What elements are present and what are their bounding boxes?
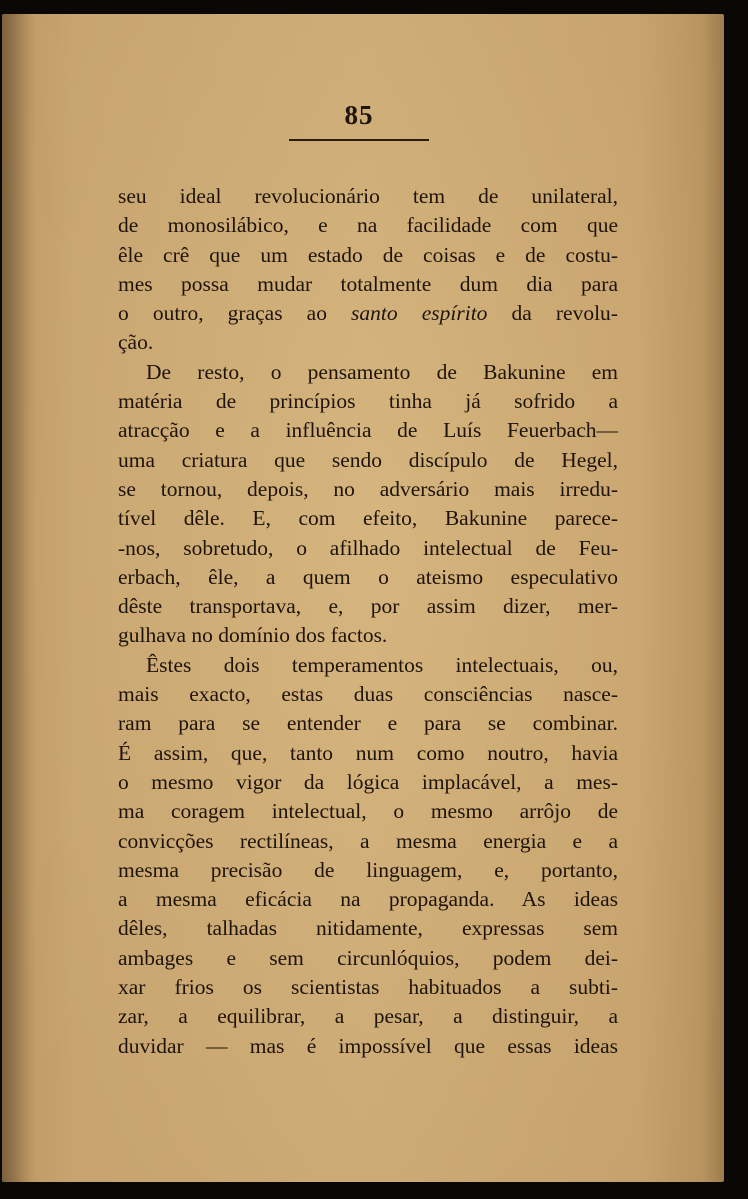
text-line: mes possa mudar totalmente dum dia para <box>118 271 618 296</box>
text-line <box>118 299 618 328</box>
text-line-part: da revolu- <box>487 301 618 326</box>
text-line: mesma precisão de linguagem, e, portanto, <box>118 857 618 882</box>
text-line: erbach, êle, a quem o ateismo especulativo <box>118 564 618 589</box>
page-gutter-shadow <box>2 14 36 1182</box>
text-line: uma criatura que sendo discípulo de Hegel, <box>118 447 618 472</box>
book-page <box>2 14 724 1182</box>
text-line: ma coragem intelectual, o mesmo arrôjo de <box>118 799 618 824</box>
text-line: de monosilábico, e na facilidade com que <box>118 213 618 238</box>
text-line: ção. <box>118 330 154 355</box>
text-line: atracção e a influência de Luís Feuerbach— <box>118 418 618 443</box>
text-line: dêles, talhadas nitidamente, expressas sem <box>118 916 618 941</box>
text-line: se tornou, depois, no adversário mais irredu- <box>118 476 618 501</box>
text-line: o mesmo vigor da lógica implacável, a mes- <box>118 769 618 794</box>
text-line: -nos, sobretudo, o afilhado intelectual de Feu- <box>118 535 618 560</box>
text-line: De resto, o pensamento de Bakunine em <box>146 359 618 384</box>
text-line: mais exacto, estas duas consciências nasce- <box>118 682 618 707</box>
text-line: xar frios os scientistas habituados a subti- <box>118 975 618 1000</box>
text-line: É assim, que, tanto num como noutro, havia <box>118 740 618 765</box>
text-line: dêste transportava, e, por assim dizer, mer- <box>118 594 618 619</box>
page-number: 85 <box>344 100 374 130</box>
text-line-part: o outro, graças ao <box>118 301 352 326</box>
text-line: êle crê que um estado de coisas e de costu- <box>118 242 618 267</box>
text-line: Êstes dois temperamentos intelectuais, ou, <box>146 652 618 677</box>
body-text <box>118 182 618 1061</box>
italic-phrase: santo espírito <box>351 301 488 326</box>
text-line: ambages e sem circunlóquios, podem dei- <box>118 945 618 970</box>
text-line: zar, a equilibrar, a pesar, a distinguir, a <box>118 1004 618 1029</box>
text-line: ram para se entender e para se combinar. <box>118 711 618 736</box>
text-line: duvidar — mas é impossível que essas ideas <box>118 1033 618 1058</box>
text-line: tível dêle. E, com efeito, Bakunine parece- <box>118 506 618 531</box>
text-line: gulhava no domínio dos factos. <box>118 623 388 648</box>
text-line: a mesma eficácia na propaganda. As ideas <box>118 887 618 912</box>
text-line: seu ideal revolucionário tem de unilateral, <box>118 184 618 208</box>
text-line: matéria de princípios tinha já sofrido a <box>118 389 618 414</box>
header-rule <box>289 139 429 141</box>
text-line: convicções rectilíneas, a mesma energia e a <box>118 828 618 853</box>
